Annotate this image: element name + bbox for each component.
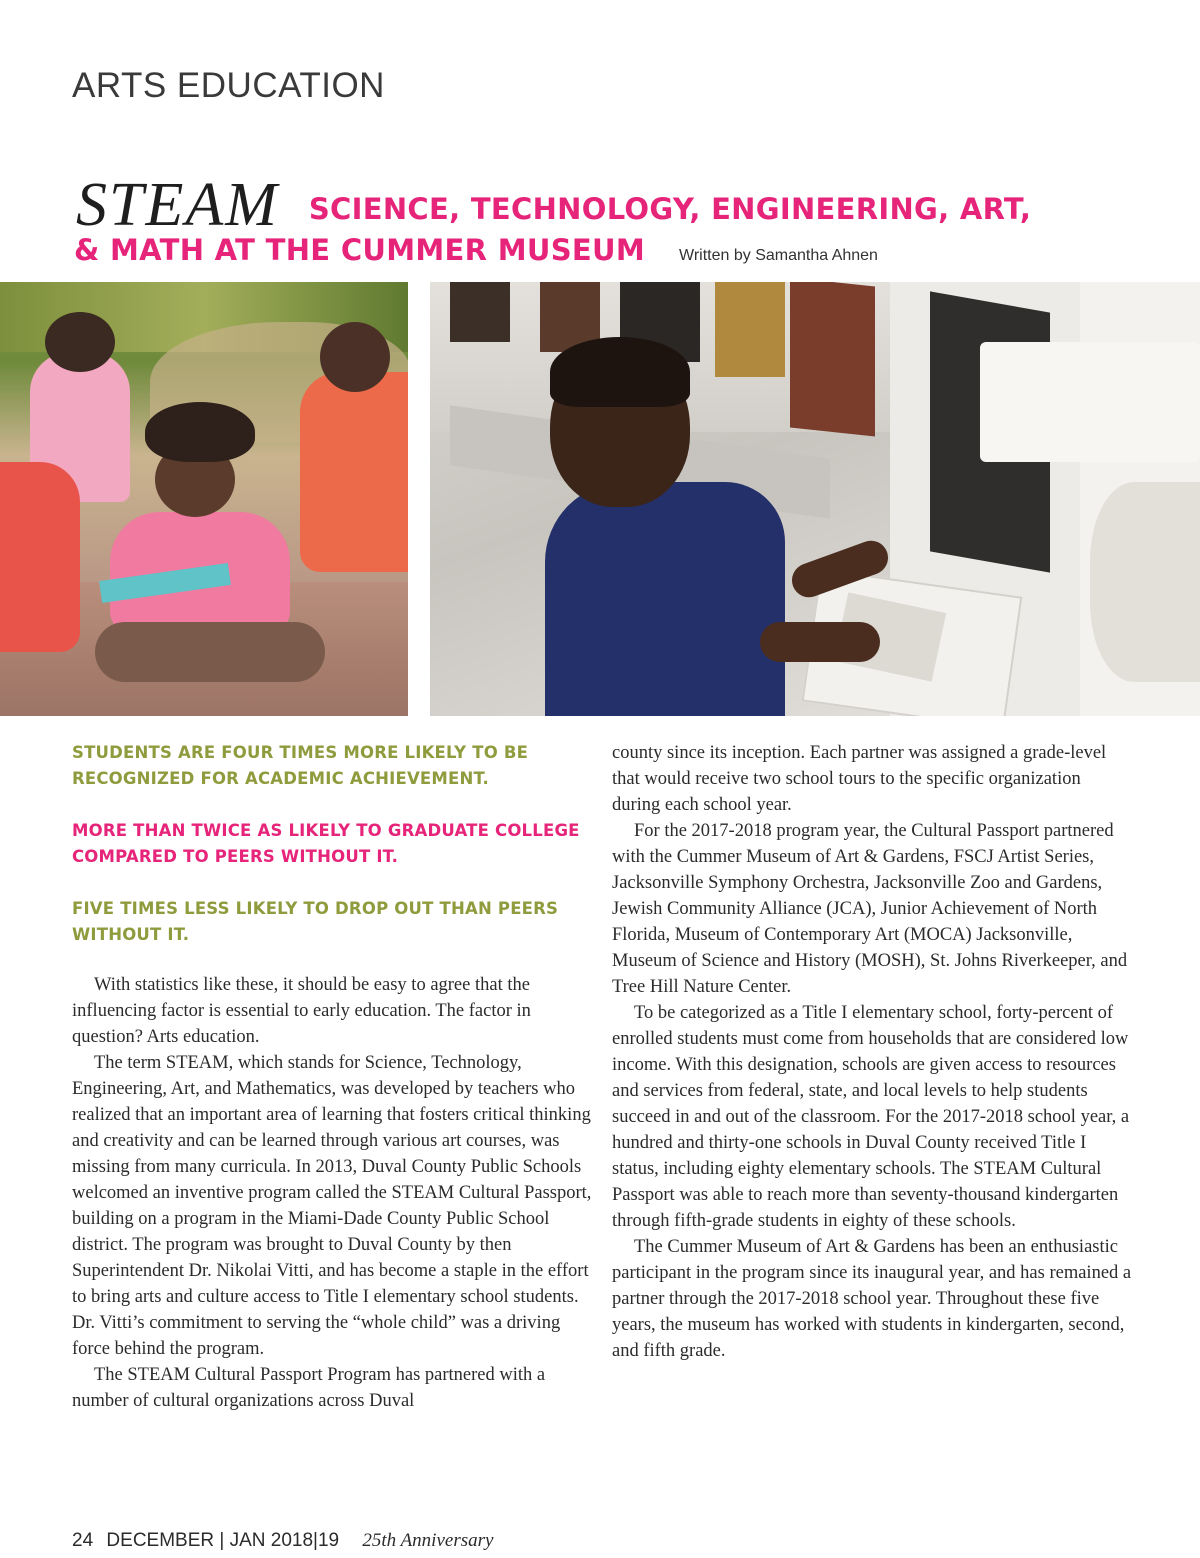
pullquote-line: MORE THAN TWICE AS LIKELY TO GRADUATE COLLEGE <box>72 821 580 840</box>
article-title-line1 <box>76 170 1031 241</box>
pullquote-line: FIVE TIMES LESS LIKELY TO DROP OUT THAN PEERS <box>72 899 559 918</box>
page-number: 24 <box>72 1530 94 1551</box>
pullquote-dropout <box>72 896 592 948</box>
byline: Written by Samantha Ahnen <box>679 247 878 264</box>
pullquote-academic <box>72 740 592 792</box>
pullquote-line: RECOGNIZED FOR ACADEMIC ACHIEVEMENT. <box>72 769 489 788</box>
body-paragraph: The STEAM Cultural Passport Program has partnered with a number of cultural organizations across Duval <box>72 1365 546 1411</box>
body-paragraph: The term STEAM, which stands for Science, Technology, Engineering, Art, and Mathematics, was developed by teachers who realized that an important area of learning that fosters critical thinking and creativity and can be learned through various art courses, was missing from many curricula. In 2013, Duval County Public Schools welcomed an inventive program called the STEAM Cultural Passport, building on a program in the Miami-Dade County Public School district. The program was brought to Duval County by then Superintendent Dr. Nikolai Vitti, and has become a staple in the effort to bring arts and culture access to Title I elementary school students. Dr. Vitti’s commitment to serving the “whole child” was a driving force behind the program. <box>72 1053 592 1359</box>
issue-date: DECEMBER | JAN 2018|19 <box>106 1530 340 1551</box>
pullquote-line: WITHOUT IT. <box>72 925 190 944</box>
body-paragraph: The Cummer Museum of Art & Gardens has been an enthusiastic participant in the program since its inaugural year, and has remained a partner through the 2017-2018 school year. Throughout these five years, the museum has worked with students in kindergarten, second, and fifth grade. <box>612 1237 1132 1361</box>
photo-boy-at-exhibit <box>430 282 1200 716</box>
pullquote-line: STUDENTS ARE FOUR TIMES MORE LIKELY TO BE <box>72 743 529 762</box>
page-footer <box>72 1530 493 1552</box>
body-paragraph: With statistics like these, it should be easy to agree that the influencing factor is essential to early education. The factor in question? Arts education. <box>72 975 531 1047</box>
steam-title-word: STEAM <box>76 171 279 239</box>
pullquote-college <box>72 818 592 870</box>
title-subhead-line2: & MATH AT THE CUMMER MUSEUM <box>74 233 646 267</box>
article-title-line2 <box>74 233 878 267</box>
body-column-right <box>612 740 1132 1364</box>
body-column-left <box>72 972 597 1414</box>
pullquote-line: COMPARED TO PEERS WITHOUT IT. <box>72 847 399 866</box>
title-subhead-line1: SCIENCE, TECHNOLOGY, ENGINEERING, ART, <box>308 192 1032 226</box>
section-label: ARTS EDUCATION <box>72 66 385 105</box>
body-paragraph: For the 2017-2018 program year, the Cultural Passport partnered with the Cummer Museum of Art & Gardens, FSCJ Artist Series, Jacksonville Symphony Orchestra, Jacksonville Zoo and Gardens, Jewish Community Alliance (JCA), Junior Achievement of North Florida, Museum of Contemporary Art (MOCA) Jacksonville, Museum of Science and History (MOSH), St. Johns Riverkeeper, and Tree Hill Nature Center. <box>612 821 1128 997</box>
anniversary-label: 25th Anniversary <box>362 1530 494 1551</box>
body-paragraph: county since its inception. Each partner was assigned a grade-level that would receive two school tours to the specific organization during each school year. <box>612 743 1107 815</box>
photo-children-drawing <box>0 282 408 716</box>
body-paragraph: To be categorized as a Title I elementary school, forty-percent of enrolled students must come from households that are considered low income. With this designation, schools are given access to resources and services from federal, state, and local levels to help students succeed in and out of the classroom. For the 2017-2018 school year, a hundred and thirty-one schools in Duval County received Title I status, including eighty elementary schools. The STEAM Cultural Passport was able to reach more than seventy-thousand kindergarten through fifth-grade students in eighty of these schools. <box>612 1003 1130 1231</box>
